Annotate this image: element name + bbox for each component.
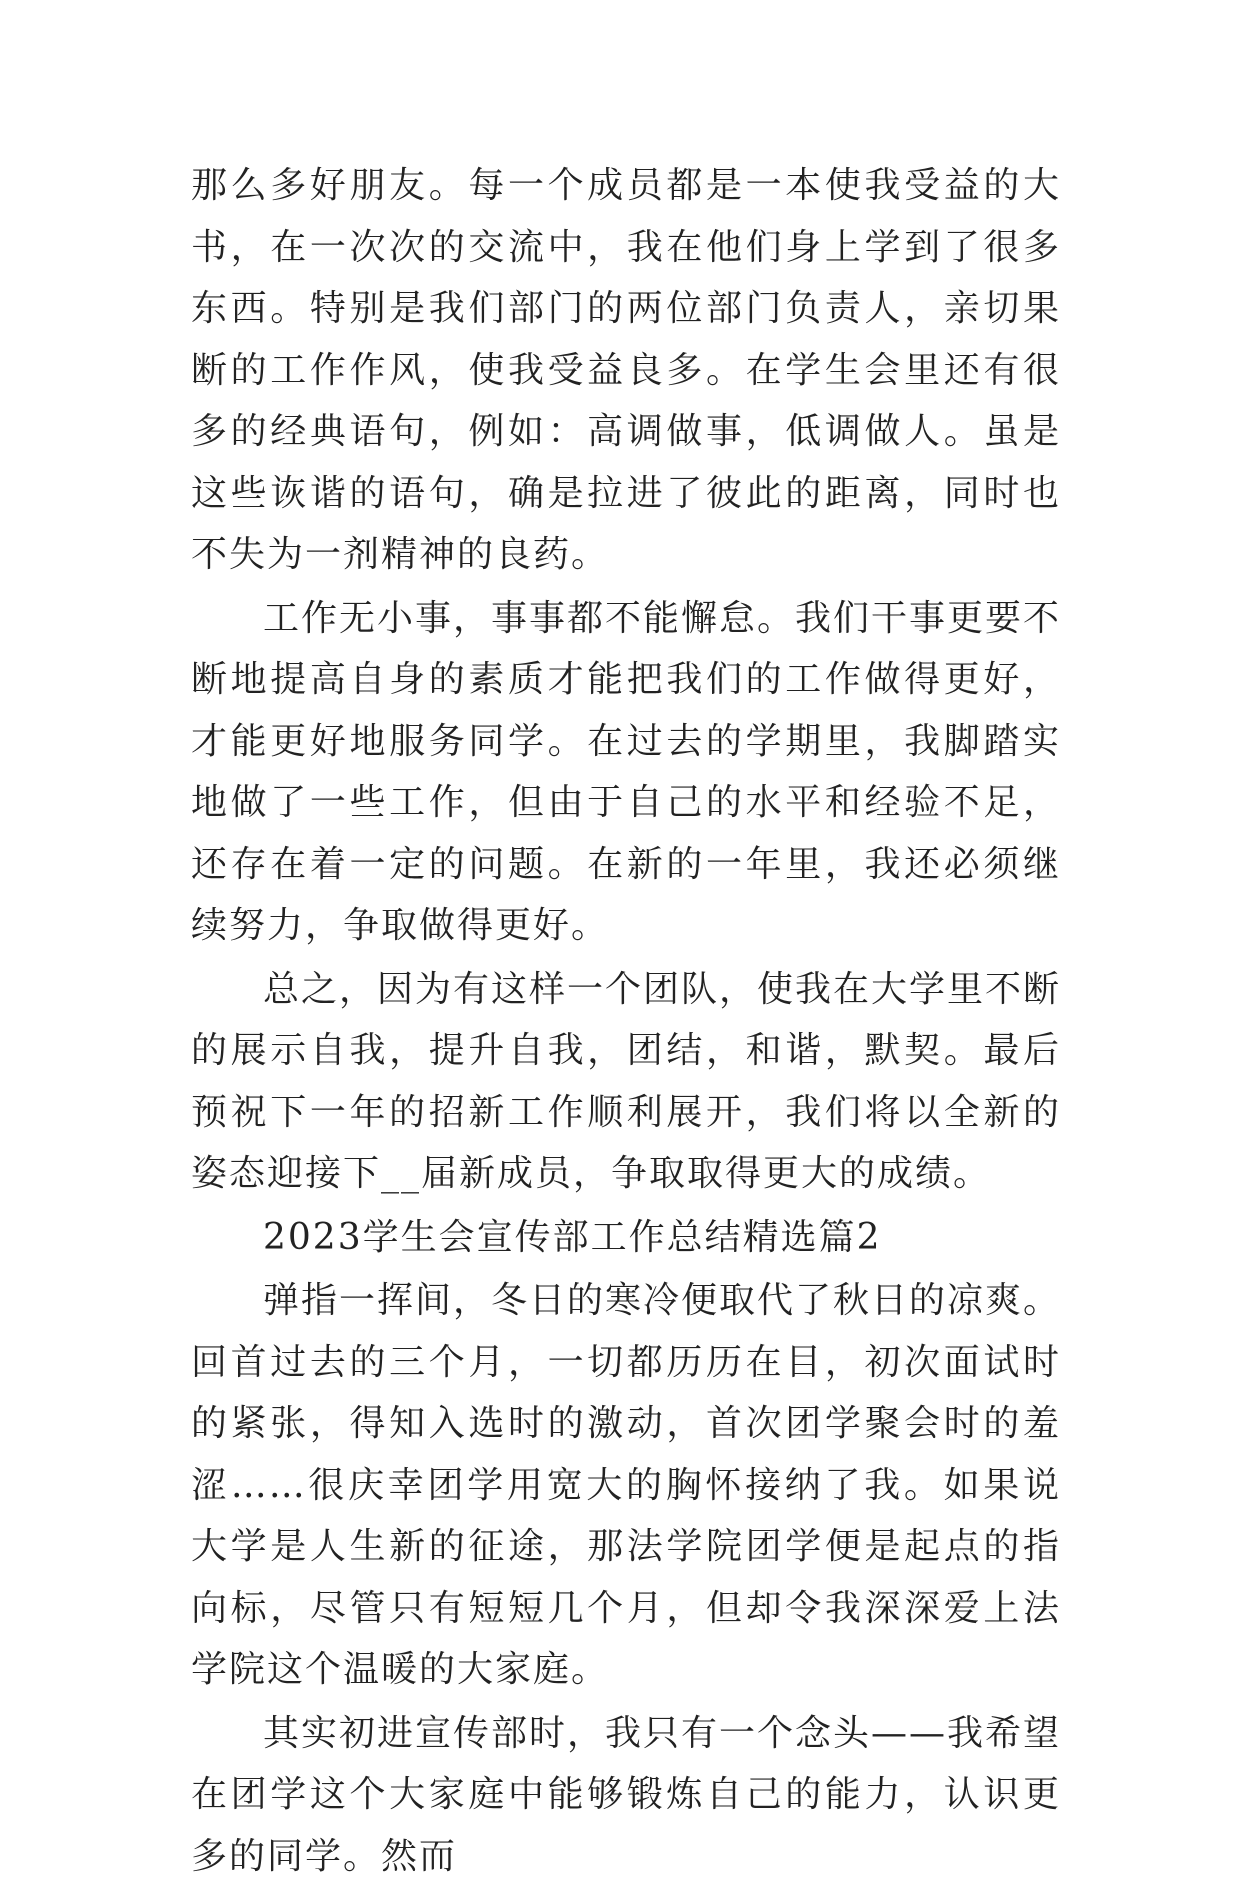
document-body [191,155,1061,1889]
paragraph-conclusion: 总之，因为有这样一个团队，使我在大学里不断的展示自我，提升自我，团结，和谐，默契。最后预祝下一年的招新工作顺利展开，我们将以全新的姿态迎接下__届新成员，争取取得更大的成绩。 [191,968,1062,1194]
paragraph-reflection: 弹指一挥间，冬日的寒冷便取代了秋日的凉爽。回首过去的三个月，一切都历历在目，初次面试时的紧张，得知入选时的激动，首次团学聚会时的羞涩……很庆幸团学用宽大的胸怀接纳了我。如果说大学是人生新的征途，那法学院团学便是起点的指向标，尽管只有短短几个月，但却令我深深爱上法学院这个温暖的大家庭。 [191,1280,1062,1690]
paragraph-publicity-department: 其实初进宣传部时，我只有一个念头——我希望在团学这个大家庭中能够锻炼自己的能力，认识更多的同学。然而 [191,1712,1062,1877]
paragraph-work-attitude: 工作无小事，事事都不能懈怠。我们干事更要不断地提高自身的素质才能把我们的工作做得更好，才能更好地服务同学。在过去的学期里，我脚踏实地做了一些工作，但由于自己的水平和经验不足，还存在着一定的问题。在新的一年里，我还必须继续努力，争取做得更好。 [191,597,1062,946]
paragraph-continuation: 那么多好朋友。每一个成员都是一本使我受益的大书，在一次次的交流中，我在他们身上学到了很多东西。特别是我们部门的两位部门负责人，亲切果断的工作作风，使我受益良多。在学生会里还有很多的经典语句，例如：高调做事，低调做人。虽是这些诙谐的语句，确是拉进了彼此的距离，同时也不失为一剂精神的良药。 [191,165,1061,575]
section-heading: 2023学生会宣传部工作总结精选篇2 [263,1216,882,1258]
